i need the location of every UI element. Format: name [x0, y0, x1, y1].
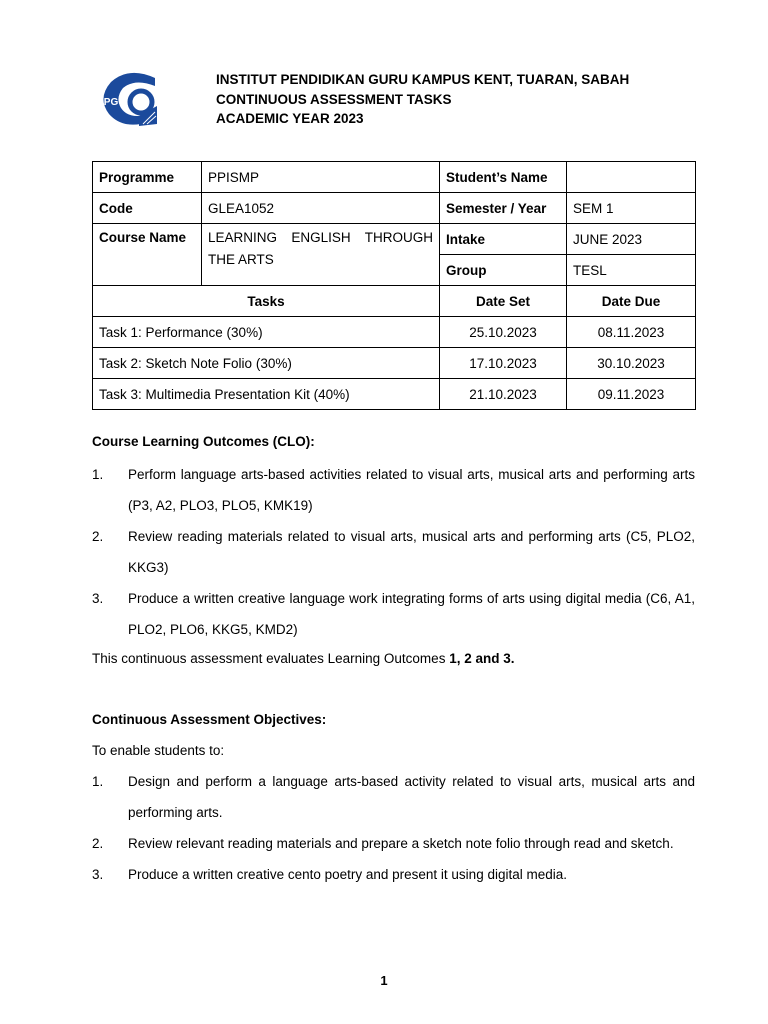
list-number: 2. — [92, 529, 104, 544]
group-value: TESL — [567, 255, 696, 286]
task-date-set: 25.10.2023 — [440, 317, 567, 348]
semester-value: SEM 1 — [567, 193, 696, 224]
objectives-list — [92, 766, 695, 890]
clo-list — [92, 459, 695, 645]
list-item — [92, 521, 695, 583]
code-label: Code — [93, 193, 202, 224]
table-row — [93, 193, 696, 224]
document-header — [216, 70, 629, 129]
list-number: 1. — [92, 467, 104, 482]
list-text: Review relevant reading materials and prepare a sketch note folio through read and sketch. — [128, 836, 674, 851]
programme-label: Programme — [93, 162, 202, 193]
course-name-value: LEARNING ENGLISH THROUGH THE ARTS — [202, 224, 440, 286]
table-row — [93, 379, 696, 410]
task-name: Task 3: Multimedia Presentation Kit (40%) — [93, 379, 440, 410]
objectives-title: Continuous Assessment Objectives: — [92, 712, 327, 727]
institute-name: INSTITUT PENDIDIKAN GURU KAMPUS KENT, TUARAN, SABAH — [216, 72, 630, 87]
ipg-logo — [99, 72, 159, 128]
document-title: CONTINUOUS ASSESSMENT TASKS — [216, 91, 452, 107]
intake-label: Intake — [440, 224, 567, 255]
table-row — [93, 224, 696, 255]
task-date-set: 17.10.2023 — [440, 348, 567, 379]
task-date-set: 21.10.2023 — [440, 379, 567, 410]
task-date-due: 30.10.2023 — [567, 348, 696, 379]
evaluation-statement — [92, 651, 514, 666]
list-item — [92, 766, 695, 828]
code-value: GLEA1052 — [202, 193, 440, 224]
list-text: Produce a written creative cento poetry and present it using digital media. — [128, 867, 567, 882]
date-due-header: Date Due — [567, 286, 696, 317]
task-date-due: 08.11.2023 — [567, 317, 696, 348]
intake-value: JUNE 2023 — [567, 224, 696, 255]
clo-title: Course Learning Outcomes (CLO): — [92, 434, 315, 449]
list-number: 3. — [92, 591, 104, 606]
table-row — [93, 317, 696, 348]
list-item — [92, 583, 695, 645]
list-item — [92, 828, 695, 859]
table-row — [93, 162, 696, 193]
list-number: 1. — [92, 774, 104, 789]
list-text: Review reading materials related to visual arts, musical arts and performing arts (C5, PLO2, KKG3) — [128, 529, 695, 575]
list-text: Design and perform a language arts-based activity related to visual arts, musical arts and performing arts. — [128, 774, 695, 820]
date-set-header: Date Set — [440, 286, 567, 317]
list-item — [92, 459, 695, 521]
list-item — [92, 859, 695, 890]
table-row — [93, 348, 696, 379]
task-name: Task 1: Performance (30%) — [93, 317, 440, 348]
semester-label: Semester / Year — [440, 193, 567, 224]
list-text: Produce a written creative language work integrating forms of arts using digital media (C6, A1, PLO2, PLO6, KKG5, KMD2) — [128, 591, 695, 637]
group-label: Group — [440, 255, 567, 286]
tasks-header: Tasks — [93, 286, 440, 317]
course-info-table — [92, 161, 696, 410]
svg-text:IPG: IPG — [101, 97, 119, 108]
objectives-intro: To enable students to: — [92, 743, 225, 758]
page-number: 1 — [380, 973, 388, 988]
course-name-label: Course Name — [93, 224, 202, 286]
evaluation-outcomes: 1, 2 and 3. — [449, 651, 515, 666]
student-name-value — [567, 162, 696, 193]
task-date-due: 09.11.2023 — [567, 379, 696, 410]
task-name: Task 2: Sketch Note Folio (30%) — [93, 348, 440, 379]
list-number: 3. — [92, 867, 104, 882]
list-text: Perform language arts-based activities related to visual arts, musical arts and performing arts (P3, A2, PLO3, PLO5, KMK19) — [128, 467, 695, 513]
student-name-label: Student’s Name — [440, 162, 567, 193]
programme-value: PPISMP — [202, 162, 440, 193]
evaluation-text: This continuous assessment evaluates Learning Outcomes — [92, 651, 450, 666]
list-number: 2. — [92, 836, 104, 851]
table-row — [93, 286, 696, 317]
academic-year: ACADEMIC YEAR 2023 — [216, 111, 364, 126]
